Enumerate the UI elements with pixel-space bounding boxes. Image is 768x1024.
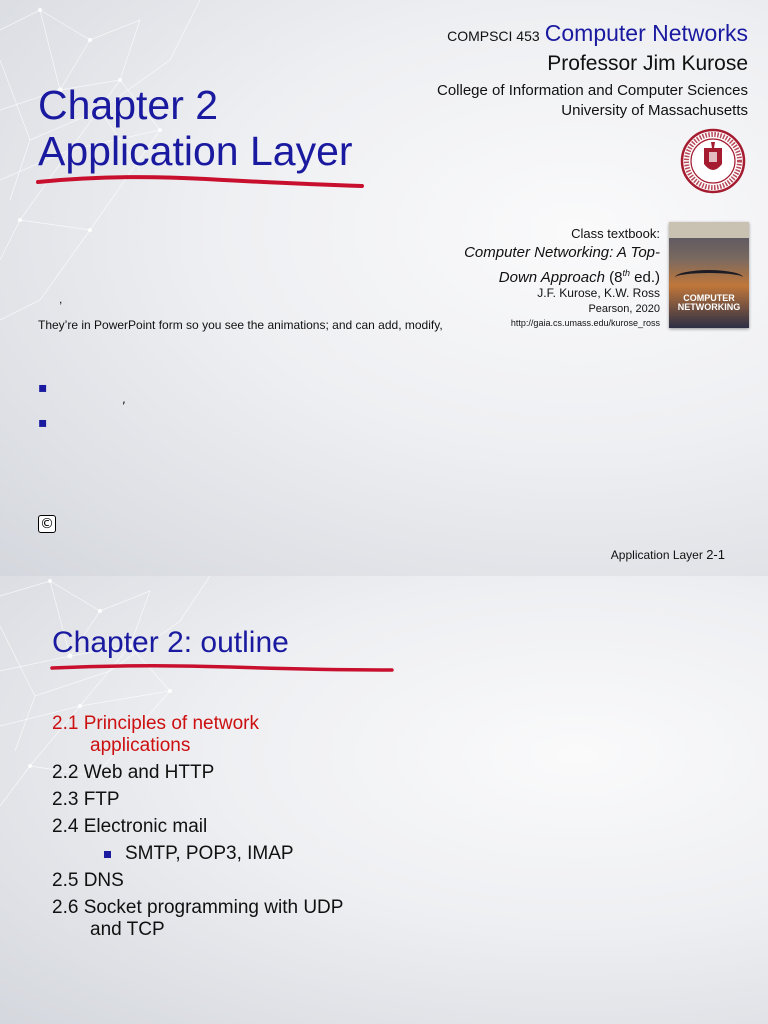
note-comma: ,: [59, 292, 63, 306]
outline-item-text: 2.1 Principles of network: [52, 713, 259, 734]
outline-list: [52, 713, 343, 946]
outline-item: 2.2 Web and HTTP: [52, 762, 215, 783]
textbook-edition-suffix: th: [622, 268, 630, 278]
title-underline-stroke: [50, 660, 395, 680]
outline-subitem-text: SMTP, POP3, IMAP: [125, 843, 294, 864]
textbook-url[interactable]: http://gaia.cs.umass.edu/kurose_ross: [510, 318, 660, 328]
outline-item: 2.3 FTP: [52, 789, 120, 810]
slide-2: [0, 576, 768, 1024]
bullet-marker: ▪: [38, 415, 48, 431]
professor-name: Professor Jim Kurose: [547, 52, 748, 75]
university-seal-logo: [673, 128, 753, 194]
bullet-marker: ▪: [38, 380, 48, 396]
outline-item: 2.4 Electronic mail: [52, 816, 208, 837]
course-code: COMPSCI 453: [447, 28, 540, 44]
copyright-icon: ©: [40, 516, 54, 532]
slide-title: Chapter 2: outline: [52, 626, 289, 659]
course-heading: [447, 20, 748, 47]
outline-item: 2.5 DNS: [52, 870, 124, 891]
outline-item-text: 2.6 Socket programming with UDP: [52, 897, 344, 918]
textbook-cover-image: [669, 222, 749, 328]
textbook-authors: J.F. Kurose, K.W. Ross: [537, 286, 660, 300]
book-cover-title: COMPUTER NETWORKING: [677, 293, 741, 312]
square-bullet-icon: [104, 851, 111, 858]
slide-number: 2-1: [706, 547, 725, 562]
outline-item-continuation: applications: [90, 735, 191, 756]
outline-item: [52, 713, 343, 757]
bullet-comma: ,: [122, 392, 126, 406]
textbook-title-text: Computer Networking: A Top-Down Approach: [464, 244, 660, 286]
outline-item-continuation: and TCP: [90, 919, 165, 940]
slide-footer: [611, 547, 725, 562]
slide-title: [38, 82, 353, 174]
outline-item: [52, 897, 343, 941]
footer-label: Application Layer: [610, 548, 703, 562]
textbook-label: Class textbook:: [571, 226, 660, 241]
textbook-title: Computer Networking: A Top-Down Approach (8th ed.): [464, 244, 660, 286]
title-underline-stroke: [36, 170, 366, 192]
outline-subitem: [52, 843, 343, 865]
university-name: University of Massachusetts: [561, 102, 748, 119]
course-name: Computer Networks: [544, 20, 748, 46]
note-text: They’re in PowerPoint form so you see the animations; and can add, modify,: [38, 318, 443, 332]
textbook-edition-number: 8: [614, 269, 623, 286]
affiliation: [437, 81, 748, 121]
college-name: College of Information and Computer Sciences: [436, 82, 748, 99]
title-line-topic: Application Layer: [38, 128, 353, 174]
title-line-chapter: Chapter 2: [38, 82, 219, 128]
textbook-publisher: Pearson, 2020: [588, 303, 660, 315]
textbook-edition-rest: ed.): [629, 269, 660, 286]
